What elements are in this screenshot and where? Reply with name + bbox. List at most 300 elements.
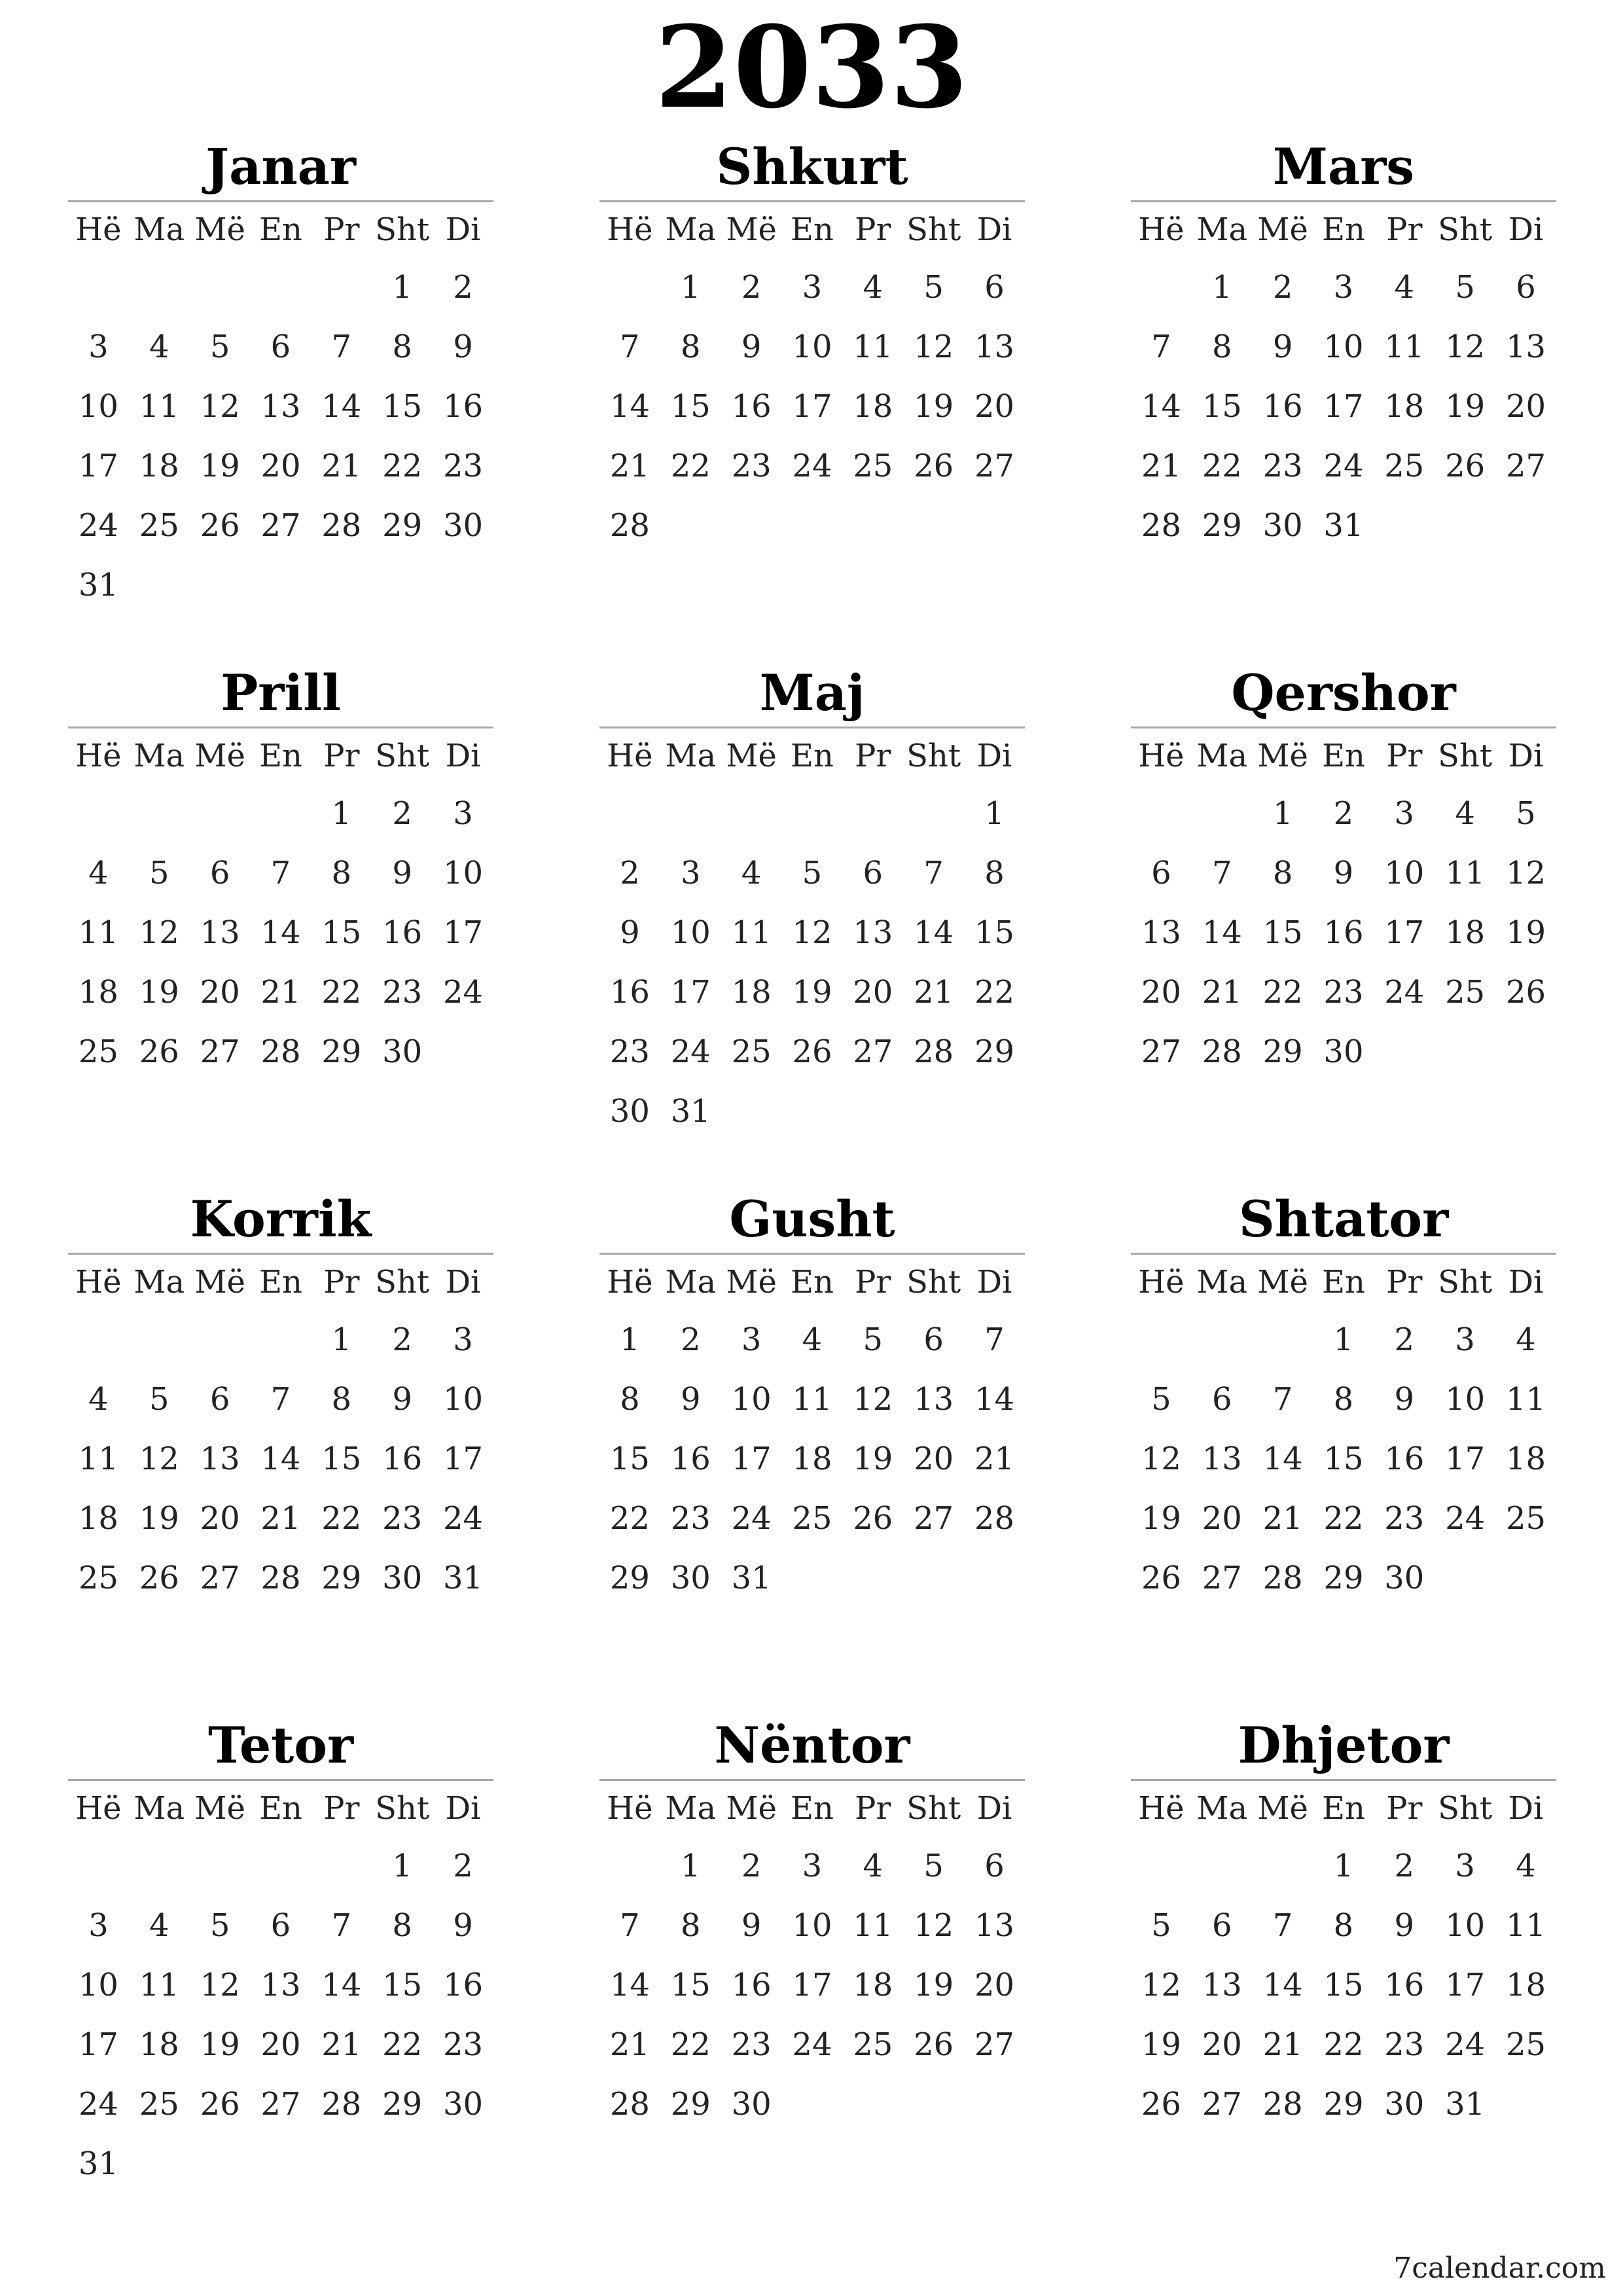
day-cell: 17 [1445,1440,1486,1477]
day-cell: 16 [1384,1966,1425,2003]
day-cell: 3 [802,268,823,306]
day-cell: 25 [139,507,179,544]
day-cell: 24 [670,1033,711,1070]
day-cell: 23 [382,1499,423,1537]
week-row [599,555,1025,615]
day-cell: 11 [853,328,893,365]
weekday-label: Ma [134,738,185,774]
weekday-label: En [1321,1264,1365,1300]
weekday-label: Di [976,1264,1012,1300]
day-cell: 26 [1505,973,1546,1011]
day-cell: 9 [453,328,473,365]
day-cell: 31 [731,1559,772,1596]
day-cell: 30 [1323,1033,1364,1070]
weekday-label: En [790,1264,834,1300]
day-cell: 8 [680,1907,701,1944]
weekday-label: Ma [1196,738,1248,774]
day-cell: 27 [1141,1033,1181,1070]
week-row [68,962,493,1022]
day-cell: 14 [260,1440,301,1477]
day-cell: 21 [1141,447,1181,484]
week-row [599,495,1025,555]
weekday-label: Sht [906,1790,961,1827]
day-cell: 21 [1262,2026,1303,2063]
week-row [1131,903,1556,962]
weekday-header-row [599,728,1025,783]
day-cell: 1 [392,268,412,306]
day-cell: 27 [974,2026,1015,2063]
day-cell: 9 [620,914,640,951]
day-cell: 2 [741,1847,762,1884]
day-cell: 1 [680,1847,701,1884]
day-cell: 9 [1333,854,1354,891]
day-cell: 7 [923,854,944,891]
day-cell: 3 [453,1321,473,1358]
day-cell: 12 [792,914,832,951]
day-cell: 6 [863,854,883,891]
weekday-label: En [259,1790,302,1827]
day-cell: 5 [802,854,823,891]
day-cell: 7 [984,1321,1005,1358]
week-row [68,1548,493,1607]
day-cell: 17 [1323,387,1364,425]
day-cell: 5 [209,1907,230,1944]
week-row [1131,1488,1556,1548]
day-cell: 13 [200,914,240,951]
week-row [1131,2074,1556,2134]
day-cell: 24 [1445,2026,1486,2063]
day-cell: 24 [442,973,484,1011]
weekday-label: Pr [1386,1790,1423,1827]
day-cell: 22 [382,447,423,484]
weekday-label: Ma [1196,211,1248,248]
week-row [1131,257,1556,317]
weekday-label: Ma [1196,1264,1248,1300]
weekday-label: Ma [134,1790,185,1827]
week-row [68,495,493,555]
weekday-label: En [790,211,834,248]
day-cell: 24 [792,447,832,484]
day-cell: 28 [321,507,362,544]
week-row [1131,317,1556,376]
day-cell: 12 [1505,854,1546,891]
day-cell: 9 [680,1380,701,1418]
day-cell: 1 [392,1847,412,1884]
day-cell: 29 [609,1559,650,1596]
week-row [1131,843,1556,903]
day-cell: 22 [321,1499,362,1537]
day-cell: 4 [149,328,169,365]
day-cell: 3 [802,1847,823,1884]
day-cell: 23 [382,973,423,1011]
day-cell: 11 [792,1380,832,1418]
day-cell: 5 [863,1321,883,1358]
day-cell: 6 [270,1907,291,1944]
weekday-label: Hë [1138,211,1185,248]
month-name: Tetor [68,1716,493,1781]
day-cell: 6 [209,854,230,891]
week-row [68,555,493,615]
week-row [68,1429,493,1488]
day-cell: 7 [331,328,352,365]
month-name: Korrik [68,1190,493,1255]
day-cell: 8 [331,1380,352,1418]
day-cell: 27 [260,2085,301,2123]
day-cell: 13 [974,1907,1015,1944]
week-row [1131,376,1556,436]
day-cell: 12 [853,1380,893,1418]
week-row [68,1310,493,1369]
day-cell: 23 [442,447,484,484]
day-cell: 20 [1505,387,1546,425]
day-cell: 15 [1262,914,1303,951]
day-cell: 18 [853,387,893,425]
month-5 [599,664,1025,1141]
day-cell: 7 [620,1907,640,1944]
day-cell: 30 [442,507,484,544]
weekday-header-row [1131,1781,1556,1836]
day-cell: 16 [1384,1440,1425,1477]
week-row [68,1607,493,1667]
day-cell: 24 [78,507,118,544]
week-row [1131,962,1556,1022]
day-cell: 19 [1505,914,1546,951]
day-cell: 13 [1141,914,1181,951]
weekday-label: Sht [375,738,430,774]
day-cell: 22 [382,2026,423,2063]
week-row [1131,495,1556,555]
week-row [599,1895,1025,1955]
month-3 [1131,137,1556,615]
day-cell: 27 [200,1559,240,1596]
week-row [1131,1429,1556,1488]
week-row [599,2015,1025,2074]
day-cell: 18 [1505,1966,1546,2003]
weekday-label: Sht [375,1264,430,1300]
day-cell: 19 [200,2026,240,2063]
weekday-label: Di [976,738,1012,774]
month-name: Mars [1131,137,1556,202]
day-cell: 19 [914,1966,954,2003]
day-cell: 23 [670,1499,711,1537]
day-cell: 9 [1272,328,1293,365]
day-cell: 10 [1323,328,1364,365]
day-cell: 9 [453,1907,473,1944]
month-11 [599,1716,1025,2193]
day-cell: 4 [863,268,883,306]
day-cell: 3 [680,854,701,891]
day-cell: 29 [974,1033,1015,1070]
day-cell: 13 [1202,1966,1242,2003]
day-cell: 28 [321,2085,362,2123]
day-cell: 16 [731,387,772,425]
day-cell: 4 [88,1380,109,1418]
month-6 [1131,664,1556,1141]
day-cell: 1 [680,268,701,306]
day-cell: 7 [331,1907,352,1944]
day-cell: 27 [853,1033,893,1070]
day-cell: 29 [321,1033,362,1070]
week-row [68,1895,493,1955]
weekday-header-row [599,1255,1025,1310]
day-cell: 14 [974,1380,1015,1418]
day-cell: 17 [1384,914,1425,951]
day-cell: 11 [731,914,772,951]
weekday-label: Më [1257,211,1308,248]
weekday-label: Më [194,211,245,248]
weekday-label: Pr [1386,738,1423,774]
day-cell: 5 [1151,1380,1171,1418]
day-cell: 9 [392,854,412,891]
day-cell: 10 [78,387,118,425]
week-row [599,1955,1025,2015]
day-cell: 4 [741,854,762,891]
week-row [68,317,493,376]
weekday-label: Pr [855,1264,891,1300]
weekday-label: En [1321,1790,1365,1827]
week-row [599,376,1025,436]
day-cell: 16 [382,914,423,951]
day-cell: 2 [680,1321,701,1358]
day-cell: 1 [1272,795,1293,832]
day-cell: 21 [974,1440,1015,1477]
weekday-label: Ma [134,1264,185,1300]
day-cell: 1 [1333,1321,1354,1358]
weekday-label: Më [726,738,777,774]
month-7 [68,1190,493,1667]
day-cell: 19 [200,447,240,484]
day-cell: 12 [200,1966,240,2003]
weekday-label: Ma [665,1790,717,1827]
day-cell: 25 [78,1033,118,1070]
day-cell: 13 [260,1966,301,2003]
week-row [599,1429,1025,1488]
day-cell: 10 [792,1907,832,1944]
day-cell: 8 [331,854,352,891]
day-cell: 14 [321,1966,362,2003]
day-cell: 2 [1394,1321,1415,1358]
day-cell: 14 [914,914,954,951]
day-cell: 14 [260,914,301,951]
day-cell: 6 [1211,1380,1232,1418]
day-cell: 5 [149,854,169,891]
day-cell: 13 [200,1440,240,1477]
week-row [599,1488,1025,1548]
day-cell: 24 [78,2085,118,2123]
day-cell: 4 [1455,795,1475,832]
day-cell: 3 [453,795,473,832]
day-cell: 22 [1323,1499,1364,1537]
day-cell: 13 [1202,1440,1242,1477]
day-cell: 7 [270,1380,291,1418]
week-row [68,1022,493,1081]
weekday-label: En [790,738,834,774]
day-cell: 15 [321,914,362,951]
weekday-label: Sht [375,1790,430,1827]
month-name: Dhjetor [1131,1716,1556,1781]
day-cell: 28 [1141,507,1181,544]
weekday-label: Hë [75,211,122,248]
day-cell: 2 [392,795,412,832]
day-cell: 2 [392,1321,412,1358]
day-cell: 22 [670,2026,711,2063]
weekday-label: Sht [1438,1264,1493,1300]
week-row [1131,1310,1556,1369]
day-cell: 8 [680,328,701,365]
weekday-header-row [68,1781,493,1836]
weekday-label: Më [726,1264,777,1300]
day-cell: 29 [382,2085,423,2123]
week-row [599,1836,1025,1895]
day-cell: 30 [670,1559,711,1596]
day-cell: 11 [139,1966,179,2003]
month-4 [68,664,493,1141]
day-cell: 6 [984,1847,1005,1884]
day-cell: 6 [209,1380,230,1418]
day-cell: 20 [260,447,301,484]
month-2 [599,137,1025,615]
weekday-header-row [68,728,493,783]
day-cell: 22 [1323,2026,1364,2063]
day-cell: 27 [914,1499,954,1537]
day-cell: 10 [442,854,484,891]
day-cell: 20 [853,973,893,1011]
week-row [68,1955,493,2015]
day-cell: 23 [731,447,772,484]
day-cell: 15 [974,914,1015,951]
day-cell: 25 [1384,447,1425,484]
day-cell: 19 [1445,387,1486,425]
day-cell: 14 [1202,914,1242,951]
day-cell: 18 [78,1499,118,1537]
day-cell: 1 [1333,1847,1354,1884]
day-cell: 15 [670,1966,711,2003]
day-cell: 4 [1516,1321,1536,1358]
week-row [68,2134,493,2193]
day-cell: 8 [620,1380,640,1418]
day-cell: 9 [741,328,762,365]
week-row [68,843,493,903]
day-cell: 4 [1394,268,1415,306]
day-cell: 27 [260,507,301,544]
week-row [1131,1369,1556,1429]
weekday-label: Sht [906,211,961,248]
day-cell: 21 [1262,1499,1303,1537]
day-cell: 7 [620,328,640,365]
weekday-label: Hë [75,738,122,774]
day-cell: 5 [923,268,944,306]
month-name: Nëntor [599,1716,1025,1781]
day-cell: 22 [670,447,711,484]
day-cell: 1 [620,1321,640,1358]
day-cell: 3 [88,328,109,365]
weekday-label: Pr [323,211,360,248]
day-cell: 26 [853,1499,893,1537]
day-cell: 15 [1202,387,1242,425]
month-name: Shkurt [599,137,1025,202]
day-cell: 21 [260,973,301,1011]
month-9 [1131,1190,1556,1667]
day-cell: 8 [984,854,1005,891]
weekday-label: Pr [1386,211,1423,248]
weekday-label: En [259,211,302,248]
day-cell: 11 [78,1440,118,1477]
day-cell: 12 [1445,328,1486,365]
weekday-header-row [599,202,1025,257]
day-cell: 26 [1141,2085,1181,2123]
weekday-header-row [68,1255,493,1310]
weekday-label: Sht [375,211,430,248]
weekday-label: En [259,1264,302,1300]
year-title: 2033 [654,1,969,134]
day-cell: 21 [1202,973,1242,1011]
weekday-header-row [599,1781,1025,1836]
day-cell: 12 [1141,1440,1181,1477]
day-cell: 31 [1445,2085,1486,2123]
weekday-header-row [1131,1255,1556,1310]
day-cell: 20 [200,973,240,1011]
day-cell: 24 [731,1499,772,1537]
week-row [599,257,1025,317]
day-cell: 7 [1211,854,1232,891]
day-cell: 6 [1151,854,1171,891]
week-row [599,2074,1025,2134]
weekday-label: Më [194,1264,245,1300]
weekday-label: Më [726,211,777,248]
day-cell: 3 [1455,1847,1475,1884]
day-cell: 15 [670,387,711,425]
day-cell: 5 [923,1847,944,1884]
day-cell: 26 [139,1559,179,1596]
month-name: Prill [68,664,493,728]
day-cell: 12 [1141,1966,1181,2003]
day-cell: 29 [1262,1033,1303,1070]
day-cell: 21 [321,447,362,484]
day-cell: 5 [1516,795,1536,832]
day-cell: 22 [1202,447,1242,484]
weekday-label: Hë [607,211,653,248]
day-cell: 10 [442,1380,484,1418]
week-row [1131,436,1556,495]
day-cell: 27 [974,447,1015,484]
day-cell: 3 [88,1907,109,1944]
day-cell: 26 [914,447,954,484]
day-cell: 11 [1445,854,1486,891]
day-cell: 3 [1394,795,1415,832]
day-cell: 3 [1333,268,1354,306]
weekday-label: En [1321,211,1365,248]
day-cell: 21 [914,973,954,1011]
day-cell: 19 [792,973,832,1011]
weekday-label: Pr [323,738,360,774]
day-cell: 11 [139,387,179,425]
day-cell: 30 [382,1033,423,1070]
week-row [599,1022,1025,1081]
week-row [599,1607,1025,1667]
day-cell: 18 [1505,1440,1546,1477]
weekday-label: Hë [607,1790,653,1827]
day-cell: 11 [1384,328,1425,365]
weekday-label: Ma [665,211,717,248]
day-cell: 19 [914,387,954,425]
day-cell: 13 [260,387,301,425]
day-cell: 26 [792,1033,832,1070]
day-cell: 16 [609,973,650,1011]
weekday-label: Më [726,1790,777,1827]
day-cell: 10 [731,1380,772,1418]
day-cell: 11 [1505,1380,1546,1418]
week-row [68,2074,493,2134]
